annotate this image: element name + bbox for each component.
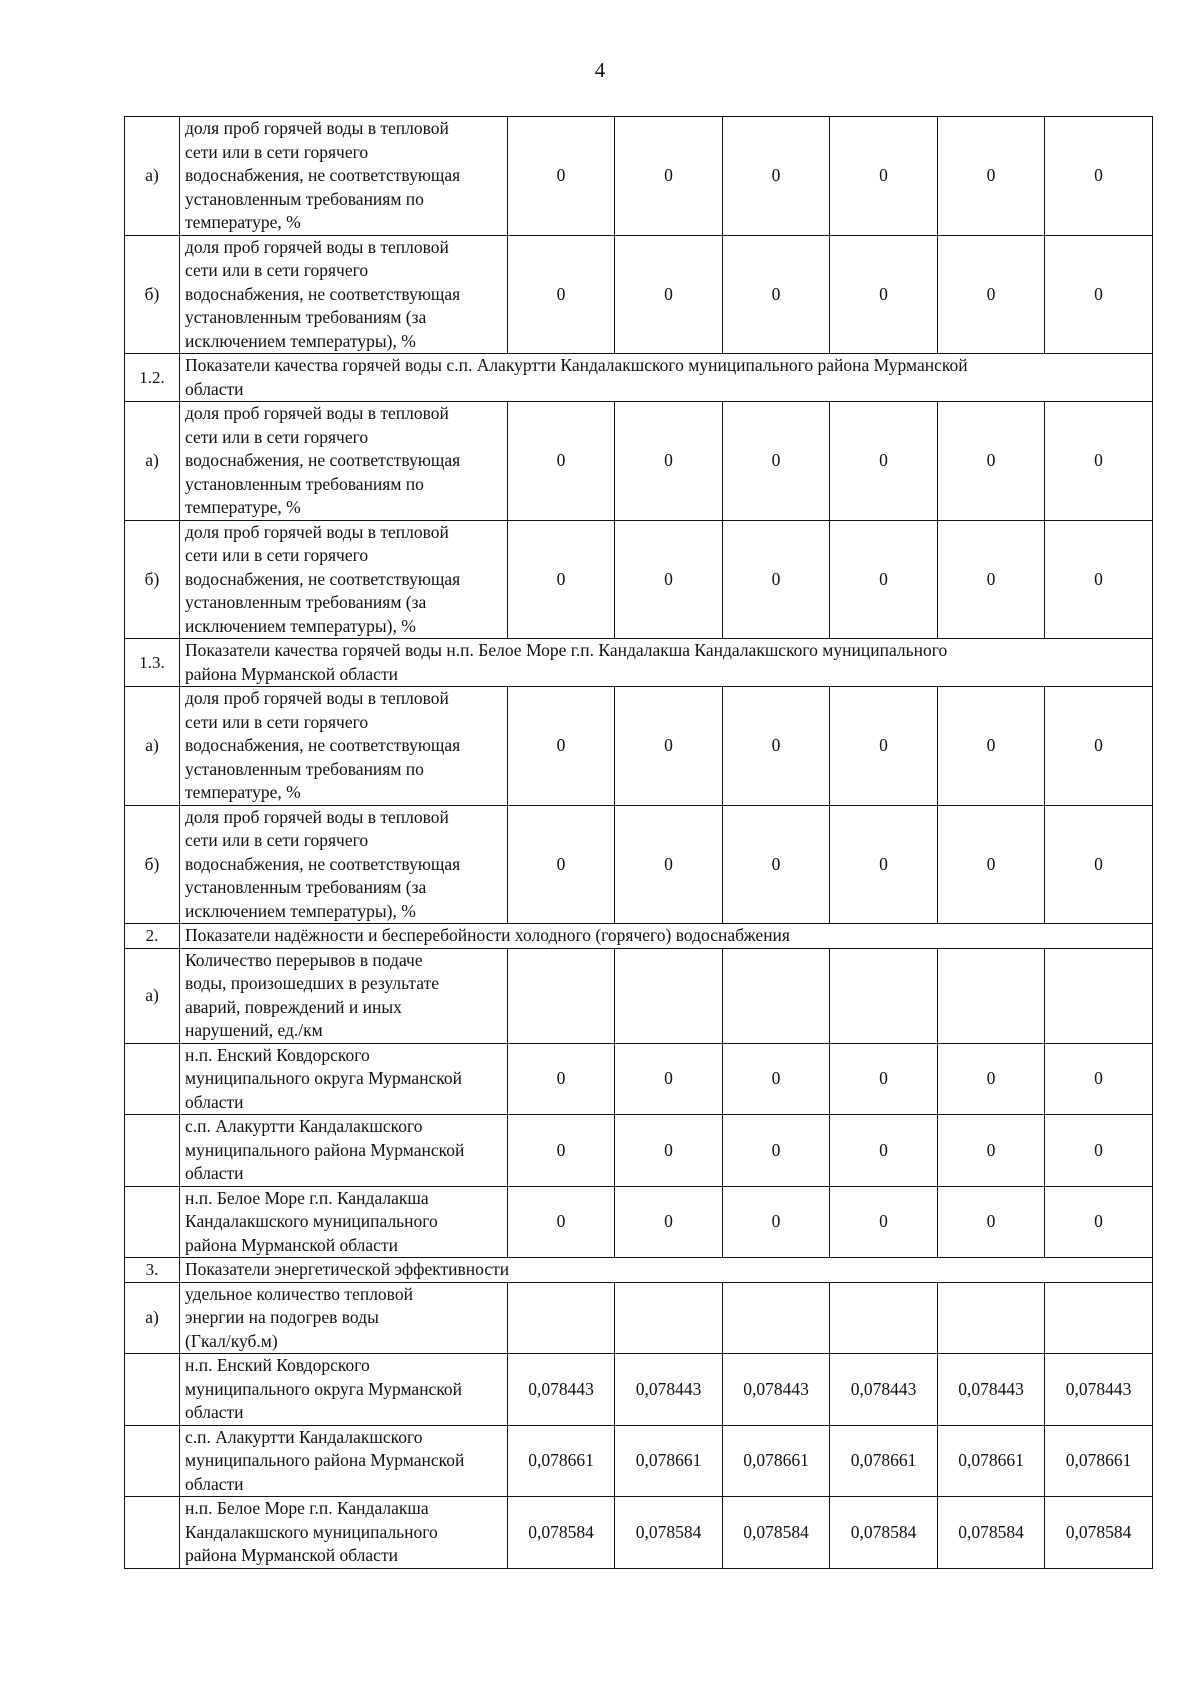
- value-cell: 0: [938, 1043, 1045, 1115]
- indicators-table: [124, 116, 1153, 1569]
- value-cell: 0,078443: [508, 1354, 615, 1426]
- value-cell: 0,078443: [615, 1354, 723, 1426]
- table-row: [125, 402, 1153, 521]
- value-cell: 0: [938, 1186, 1045, 1258]
- table-row: [125, 687, 1153, 806]
- value-cell: 0,078661: [1045, 1425, 1153, 1497]
- value-cell: 0,078584: [723, 1497, 830, 1569]
- value-cell: [508, 948, 615, 1043]
- section-number: 1.2.: [125, 354, 180, 402]
- value-cell: 0: [830, 687, 938, 806]
- value-cell: 0: [830, 805, 938, 924]
- value-cell: 0: [830, 520, 938, 639]
- value-cell: 0: [723, 1115, 830, 1187]
- value-cell: 0: [1045, 402, 1153, 521]
- value-cell: 0: [615, 1115, 723, 1187]
- value-cell: [938, 948, 1045, 1043]
- value-cell: 0: [723, 520, 830, 639]
- value-cell: 0,078584: [938, 1497, 1045, 1569]
- value-cell: 0: [508, 1115, 615, 1187]
- value-cell: [1045, 1282, 1153, 1354]
- page-number: 4: [594, 58, 606, 82]
- section-title: Показатели надёжности и бесперебойности холодного (горячего) водоснабжения: [180, 924, 1153, 949]
- value-cell: 0: [1045, 687, 1153, 806]
- value-cell: 0: [723, 235, 830, 354]
- value-cell: 0: [1045, 1115, 1153, 1187]
- value-cell: 0: [938, 235, 1045, 354]
- value-cell: 0: [830, 117, 938, 236]
- value-cell: 0: [615, 1186, 723, 1258]
- table-row: [125, 1425, 1153, 1497]
- row-letter: а): [125, 948, 180, 1043]
- value-cell: 0: [723, 1043, 830, 1115]
- value-cell: 0,078661: [723, 1425, 830, 1497]
- value-cell: 0: [938, 520, 1045, 639]
- indicator-label: н.п. Белое Море г.п. Кандалакша Кандалакшского муниципального района Мурманской области: [180, 1186, 508, 1258]
- table-row: [125, 1354, 1153, 1426]
- table-row: [125, 1043, 1153, 1115]
- value-cell: 0,078661: [615, 1425, 723, 1497]
- indicator-label: Количество перерывов в подаче воды, произошедших в результате аварий, повреждений и иных нарушений, ед./км: [180, 948, 508, 1043]
- value-cell: 0: [938, 402, 1045, 521]
- indicator-label: доля проб горячей воды в тепловой сети или в сети горячего водоснабжения, не соответствующая установленным требованиям по температуре, %: [180, 117, 508, 236]
- value-cell: 0: [1045, 520, 1153, 639]
- table-row: [125, 520, 1153, 639]
- section-title: Показатели качества горячей воды н.п. Белое Море г.п. Кандалакша Кандалакшского муниципального района Мурманской области: [180, 639, 1153, 687]
- value-cell: 0: [830, 402, 938, 521]
- table-row: [125, 1497, 1153, 1569]
- value-cell: 0: [508, 235, 615, 354]
- value-cell: 0: [508, 117, 615, 236]
- value-cell: 0,078661: [938, 1425, 1045, 1497]
- section-row: [125, 1258, 1153, 1283]
- value-cell: 0: [1045, 1186, 1153, 1258]
- value-cell: 0,078443: [723, 1354, 830, 1426]
- table-row: [125, 948, 1153, 1043]
- section-row: [125, 354, 1153, 402]
- value-cell: 0: [830, 1186, 938, 1258]
- value-cell: 0,078443: [830, 1354, 938, 1426]
- row-letter: б): [125, 805, 180, 924]
- value-cell: 0: [615, 117, 723, 236]
- value-cell: 0,078443: [1045, 1354, 1153, 1426]
- value-cell: 0,078584: [615, 1497, 723, 1569]
- value-cell: 0,078661: [508, 1425, 615, 1497]
- value-cell: [615, 948, 723, 1043]
- value-cell: 0: [938, 805, 1045, 924]
- table-row: [125, 1115, 1153, 1187]
- indicator-label: удельное количество тепловой энергии на подогрев воды (Гкал/куб.м): [180, 1282, 508, 1354]
- value-cell: 0: [615, 805, 723, 924]
- value-cell: 0: [508, 1186, 615, 1258]
- value-cell: 0: [723, 687, 830, 806]
- value-cell: [830, 1282, 938, 1354]
- row-letter: [125, 1354, 180, 1426]
- indicator-label: с.п. Алакуртти Кандалакшского муниципального района Мурманской области: [180, 1115, 508, 1187]
- value-cell: 0: [830, 1115, 938, 1187]
- table-row: [125, 1282, 1153, 1354]
- value-cell: 0: [938, 117, 1045, 236]
- section-number: 1.3.: [125, 639, 180, 687]
- section-row: [125, 639, 1153, 687]
- value-cell: 0: [508, 402, 615, 521]
- value-cell: [830, 948, 938, 1043]
- row-letter: б): [125, 235, 180, 354]
- value-cell: 0: [938, 1115, 1045, 1187]
- value-cell: 0,078584: [1045, 1497, 1153, 1569]
- row-letter: [125, 1186, 180, 1258]
- value-cell: 0: [1045, 805, 1153, 924]
- row-letter: [125, 1425, 180, 1497]
- section-number: 3.: [125, 1258, 180, 1283]
- value-cell: 0: [1045, 1043, 1153, 1115]
- value-cell: [615, 1282, 723, 1354]
- section-title: Показатели качества горячей воды с.п. Алакуртти Кандалакшского муниципального района Мурманской области: [180, 354, 1153, 402]
- indicator-label: доля проб горячей воды в тепловой сети или в сети горячего водоснабжения, не соответствующая установленным требованиям по температуре, %: [180, 687, 508, 806]
- value-cell: 0: [615, 520, 723, 639]
- value-cell: 0: [615, 687, 723, 806]
- value-cell: 0,078661: [830, 1425, 938, 1497]
- value-cell: 0: [615, 235, 723, 354]
- value-cell: 0: [508, 805, 615, 924]
- section-title: Показатели энергетической эффективности: [180, 1258, 1153, 1283]
- value-cell: 0,078584: [508, 1497, 615, 1569]
- value-cell: 0: [615, 402, 723, 521]
- value-cell: 0: [1045, 235, 1153, 354]
- value-cell: 0: [723, 1186, 830, 1258]
- indicator-label: н.п. Енский Ковдорского муниципального округа Мурманской области: [180, 1354, 508, 1426]
- value-cell: 0,078584: [830, 1497, 938, 1569]
- indicator-label: с.п. Алакуртти Кандалакшского муниципального района Мурманской области: [180, 1425, 508, 1497]
- value-cell: 0: [723, 402, 830, 521]
- row-letter: [125, 1115, 180, 1187]
- value-cell: 0: [723, 117, 830, 236]
- row-letter: [125, 1497, 180, 1569]
- value-cell: [723, 1282, 830, 1354]
- indicator-label: доля проб горячей воды в тепловой сети или в сети горячего водоснабжения, не соответствующая установленным требованиям по температуре, %: [180, 402, 508, 521]
- value-cell: 0: [830, 235, 938, 354]
- section-row: [125, 924, 1153, 949]
- row-letter: [125, 1043, 180, 1115]
- indicator-label: доля проб горячей воды в тепловой сети или в сети горячего водоснабжения, не соответствующая установленным требованиям (за исключением температуры), %: [180, 520, 508, 639]
- value-cell: 0: [508, 520, 615, 639]
- value-cell: [723, 948, 830, 1043]
- table-row: [125, 805, 1153, 924]
- indicator-label: доля проб горячей воды в тепловой сети или в сети горячего водоснабжения, не соответствующая установленным требованиям (за исключением температуры), %: [180, 805, 508, 924]
- row-letter: б): [125, 520, 180, 639]
- indicator-label: н.п. Енский Ковдорского муниципального округа Мурманской области: [180, 1043, 508, 1115]
- value-cell: 0: [615, 1043, 723, 1115]
- row-letter: а): [125, 687, 180, 806]
- value-cell: 0: [508, 1043, 615, 1115]
- table-row: [125, 1186, 1153, 1258]
- value-cell: 0,078443: [938, 1354, 1045, 1426]
- value-cell: [508, 1282, 615, 1354]
- row-letter: а): [125, 402, 180, 521]
- value-cell: [1045, 948, 1153, 1043]
- value-cell: 0: [830, 1043, 938, 1115]
- value-cell: 0: [508, 687, 615, 806]
- row-letter: а): [125, 1282, 180, 1354]
- table-row: [125, 117, 1153, 236]
- indicator-label: н.п. Белое Море г.п. Кандалакша Кандалакшского муниципального района Мурманской области: [180, 1497, 508, 1569]
- value-cell: 0: [1045, 117, 1153, 236]
- section-number: 2.: [125, 924, 180, 949]
- value-cell: [938, 1282, 1045, 1354]
- value-cell: 0: [938, 687, 1045, 806]
- indicator-label: доля проб горячей воды в тепловой сети или в сети горячего водоснабжения, не соответствующая установленным требованиям (за исключением температуры), %: [180, 235, 508, 354]
- value-cell: 0: [723, 805, 830, 924]
- row-letter: а): [125, 117, 180, 236]
- table-row: [125, 235, 1153, 354]
